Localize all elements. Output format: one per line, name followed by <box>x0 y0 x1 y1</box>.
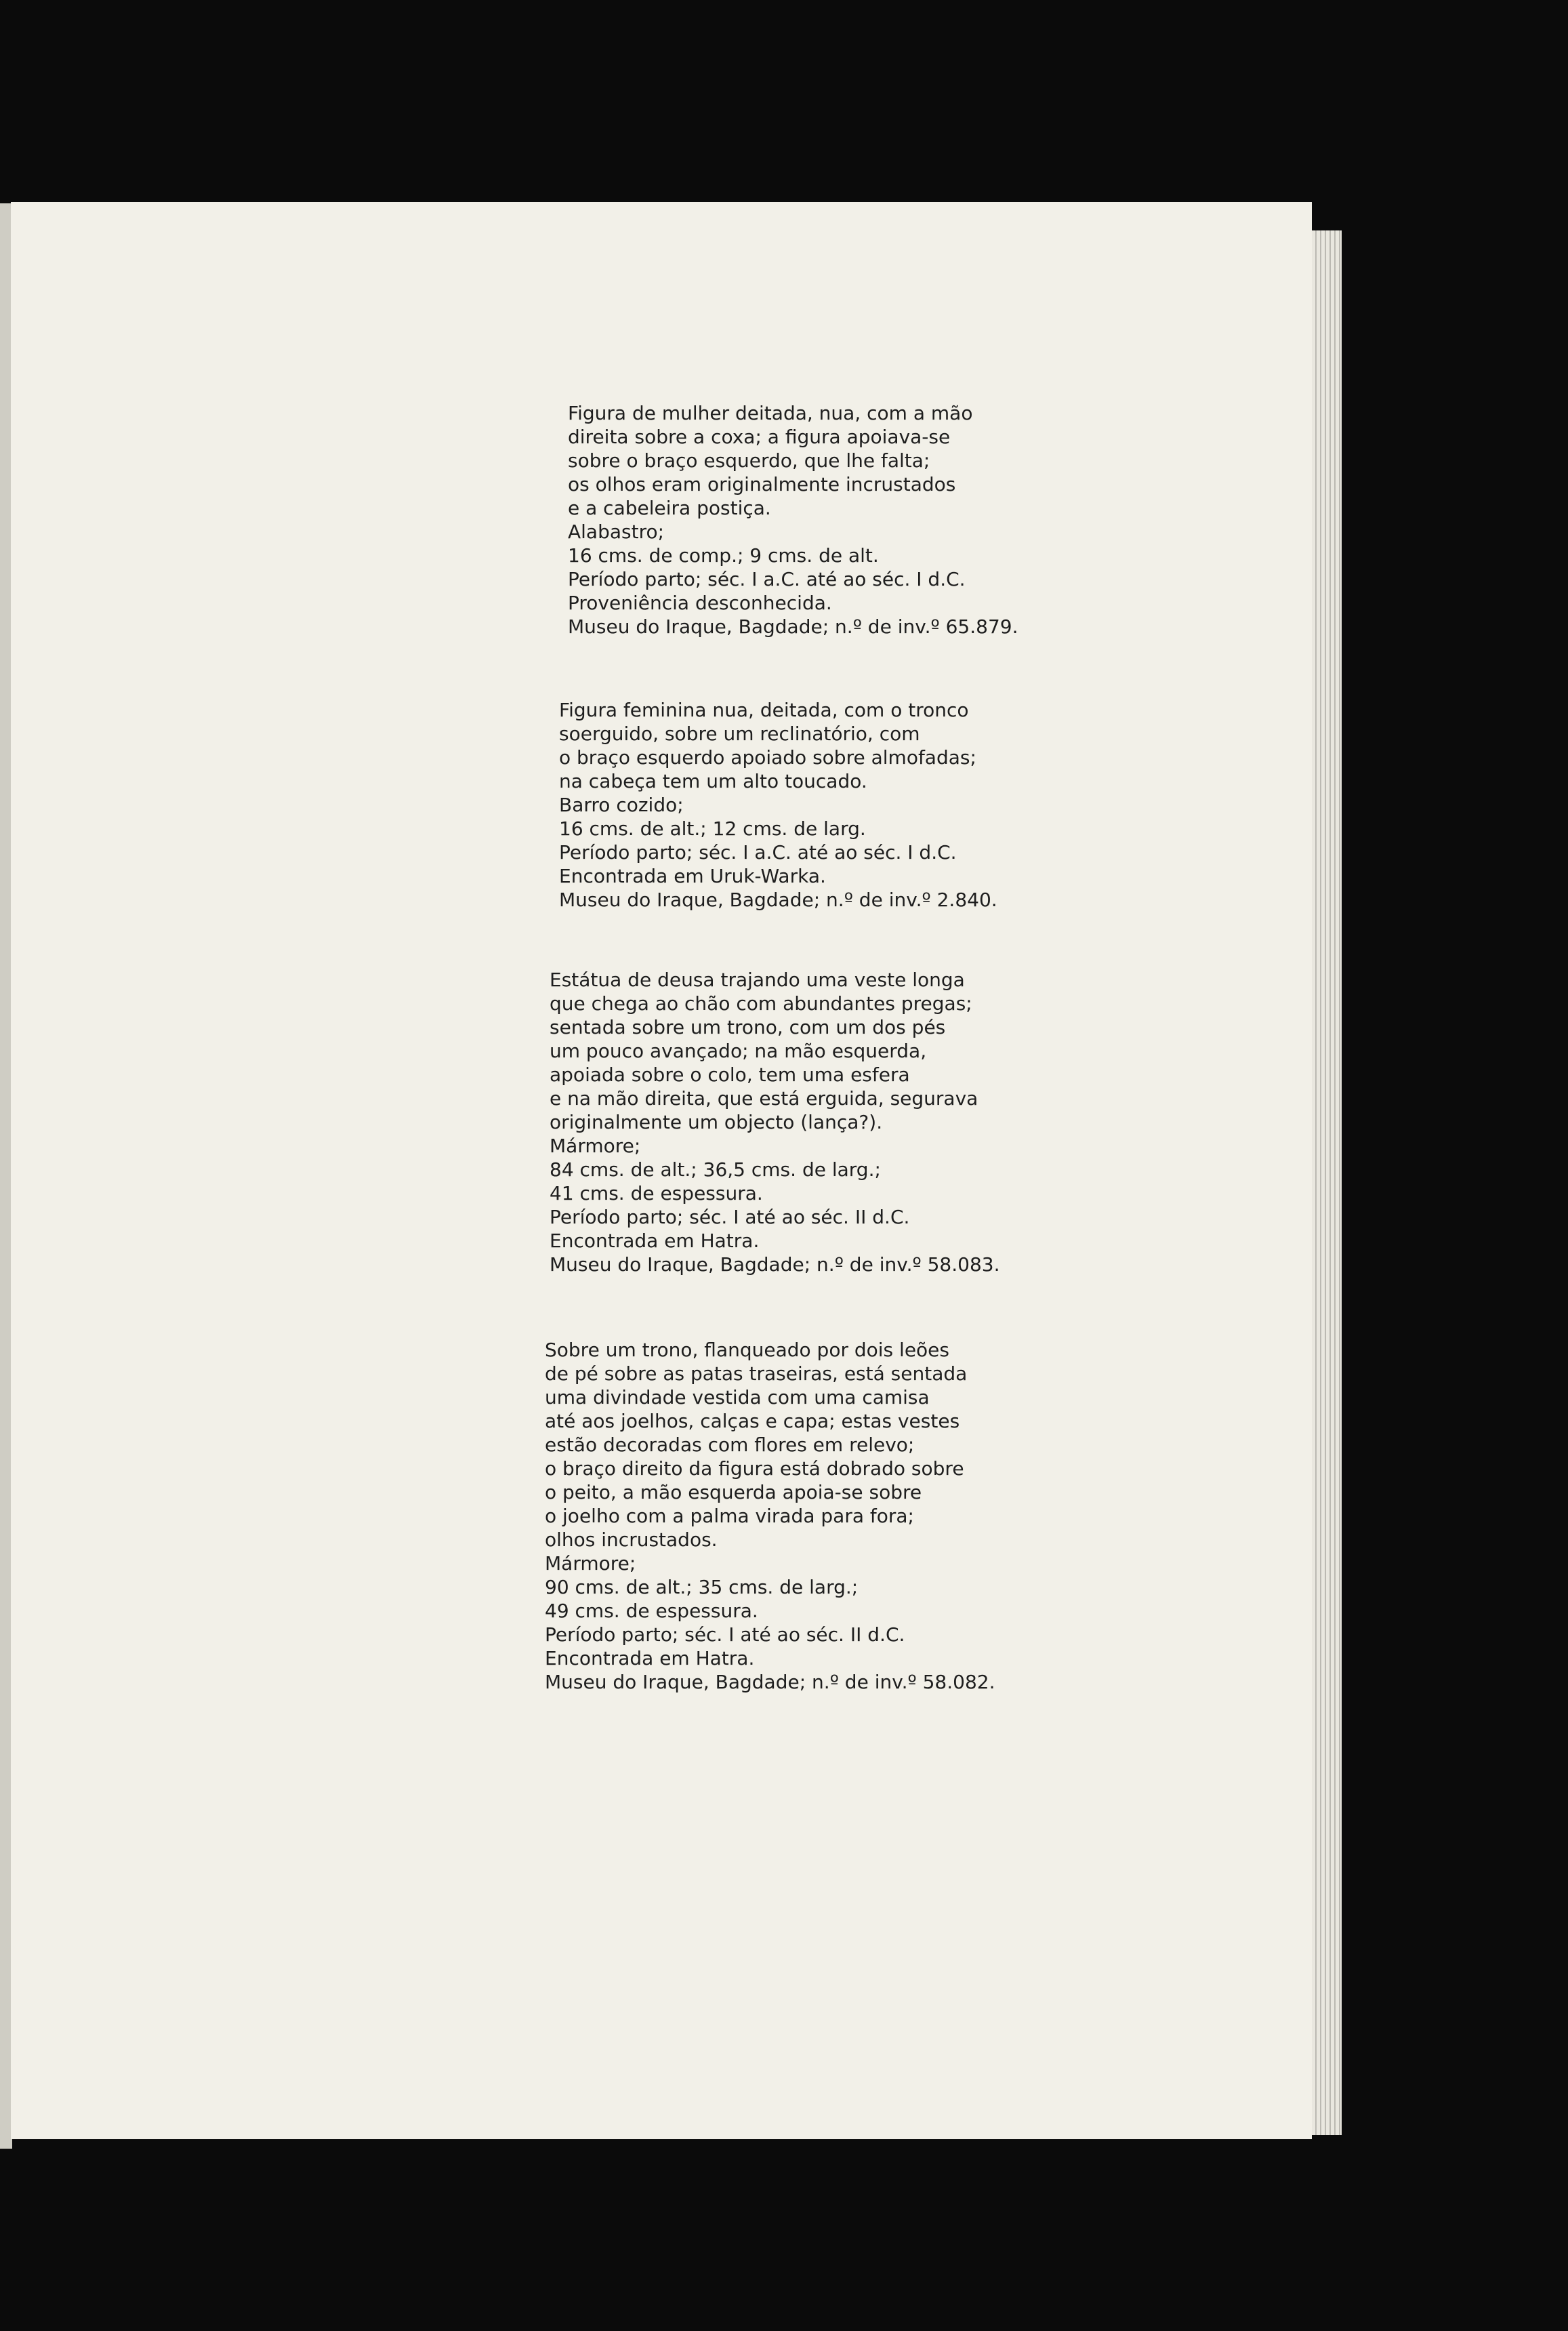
entry-line: olhos incrustados. <box>545 1528 718 1551</box>
entry-line: o braço direito da figura está dobrado sobre <box>545 1457 964 1480</box>
entry-description <box>550 968 999 1276</box>
entry-line: um pouco avançado; na mão esquerda, <box>550 1040 927 1062</box>
entry-line: o peito, a mão esquerda apoia-se sobre <box>545 1481 922 1503</box>
entry-line: até aos joelhos, calças e capa; estas vestes <box>545 1410 960 1432</box>
entry-line: Proveniência desconhecida. <box>568 592 832 614</box>
entry-line: na cabeça tem um alto toucado. <box>559 770 867 792</box>
entry-line: Mármore; <box>545 1552 636 1575</box>
entry-line: o braço esquerdo apoiado sobre almofadas; <box>559 746 976 769</box>
entry-line: originalmente um objecto (lança?). <box>550 1111 883 1133</box>
entry-line: Barro cozido; <box>559 794 684 816</box>
entry-line: Figura de mulher deitada, nua, com a mão <box>568 402 973 424</box>
entry-line: uma divindade vestida com uma camisa <box>545 1386 930 1408</box>
entry-line: de pé sobre as patas traseiras, está sentada <box>545 1362 968 1385</box>
entry-line: Período parto; séc. I até ao séc. II d.C. <box>545 1623 905 1646</box>
entry-line: Sobre um trono, flanqueado por dois leões <box>545 1339 949 1361</box>
entry-line: estão decoradas com flores em relevo; <box>545 1434 915 1456</box>
entry-line: 16 cms. de alt.; 12 cms. de larg. <box>559 817 866 840</box>
entry-line: Período parto; séc. I a.C. até ao séc. I d.C. <box>568 568 966 590</box>
entry-line: Encontrada em Hatra. <box>545 1647 755 1669</box>
entry-line: Encontrada em Uruk-Warka. <box>559 865 826 887</box>
entry-line: Museu do Iraque, Bagdade; n.º de inv.º 58.083. <box>550 1253 1000 1276</box>
entry-line: sobre o braço esquerdo, que lhe falta; <box>568 449 930 472</box>
entry-line: os olhos eram originalmente incrustados <box>568 473 956 495</box>
entry-line: 49 cms. de espessura. <box>545 1600 758 1622</box>
entry-line: 84 cms. de alt.; 36,5 cms. de larg.; <box>550 1158 881 1181</box>
entry-line: Museu do Iraque, Bagdade; n.º de inv.º 2.840. <box>559 889 997 911</box>
entry-line: Período parto; séc. I até ao séc. II d.C. <box>550 1206 910 1228</box>
entry-line: Encontrada em Hatra. <box>550 1230 760 1252</box>
entry-line: e na mão direita, que está erguida, segurava <box>550 1087 978 1110</box>
entry-line: Museu do Iraque, Bagdade; n.º de inv.º 65.879. <box>568 615 1018 638</box>
entry-line: que chega ao chão com abundantes pregas; <box>550 992 972 1015</box>
entry-line: 41 cms. de espessura. <box>550 1182 763 1204</box>
entry-line: Mármore; <box>550 1135 641 1157</box>
entry-line: Figura feminina nua, deitada, com o tronco <box>559 699 969 721</box>
entry-line: apoiada sobre o colo, tem uma esfera <box>550 1063 910 1086</box>
entry-description <box>559 698 997 912</box>
entry-line: sentada sobre um trono, com um dos pés <box>550 1016 946 1038</box>
entry-description <box>568 401 1018 639</box>
entry-line: Alabastro; <box>568 521 665 543</box>
entry-line: Museu do Iraque, Bagdade; n.º de inv.º 58.082. <box>545 1671 995 1693</box>
entry-description <box>545 1338 995 1694</box>
entry-line: Período parto; séc. I a.C. até ao séc. I d.C. <box>559 841 957 864</box>
entry-line: e a cabeleira postiça. <box>568 497 771 519</box>
entry-line: 90 cms. de alt.; 35 cms. de larg.; <box>545 1576 859 1598</box>
catalog-page <box>11 202 1312 2139</box>
entry-line: soerguido, sobre um reclinatório, com <box>559 723 920 745</box>
entry-line: Estátua de deusa trajando uma veste longa <box>550 969 965 991</box>
entry-line: direita sobre a coxa; a figura apoiava-se <box>568 426 951 448</box>
entry-line: o joelho com a palma virada para fora; <box>545 1505 914 1527</box>
entry-line: 16 cms. de comp.; 9 cms. de alt. <box>568 544 879 567</box>
